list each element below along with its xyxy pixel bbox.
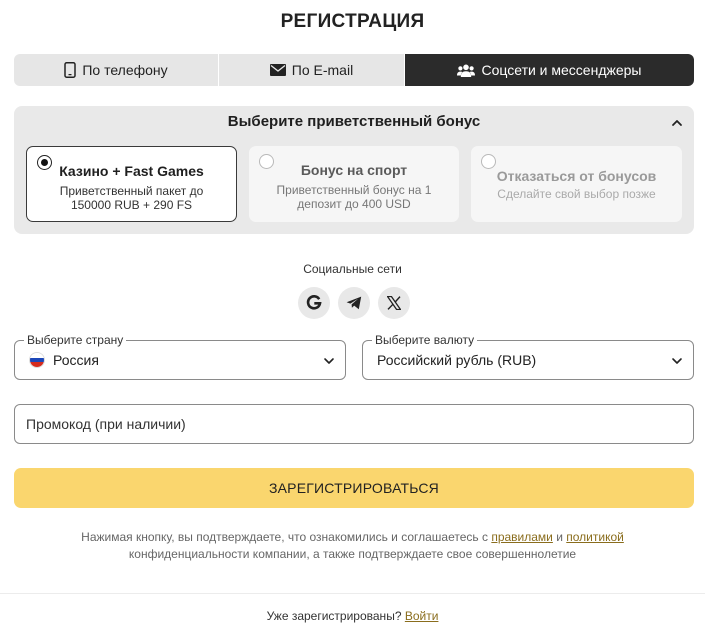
registration-method-tabs bbox=[14, 54, 694, 86]
country-value-wrap bbox=[29, 352, 99, 368]
x-icon bbox=[387, 296, 401, 310]
bonus-option-title: Отказаться от бонусов bbox=[496, 168, 657, 184]
tab-email[interactable] bbox=[218, 54, 404, 86]
divider bbox=[0, 593, 705, 594]
bonus-heading: Выберите приветственный бонус bbox=[227, 113, 481, 130]
login-prompt bbox=[0, 609, 705, 623]
page-title: РЕГИСТРАЦИЯ bbox=[280, 11, 425, 32]
chevron-down-icon bbox=[323, 355, 335, 367]
bonus-option-sport[interactable] bbox=[249, 146, 459, 222]
legal-text-after: конфиденциальности компании, а также подтверждаете свое совершеннолетие bbox=[128, 547, 577, 561]
legal-text-before: Нажимая кнопку, вы подтверждаете, что ознакомились и соглашаетесь с bbox=[81, 530, 492, 544]
bonus-option-subtitle: Приветственный пакет до 150000 RUB + 290 FS bbox=[59, 184, 204, 212]
bonus-option-subtitle: Сделайте свой выбор позже bbox=[497, 187, 656, 201]
legal-and: и bbox=[552, 530, 567, 544]
login-question: Уже зарегистрированы? bbox=[266, 609, 402, 623]
users-icon bbox=[457, 64, 475, 77]
bonus-option-title: Казино + Fast Games bbox=[59, 163, 204, 179]
google-icon bbox=[306, 295, 322, 311]
telegram-icon bbox=[346, 296, 362, 310]
legal-notice bbox=[60, 529, 645, 563]
russia-flag-icon bbox=[29, 352, 45, 368]
tab-phone-label: По телефону bbox=[82, 62, 168, 78]
phone-icon bbox=[64, 62, 76, 78]
currency-select[interactable] bbox=[362, 333, 694, 380]
bonus-option-decline[interactable] bbox=[471, 146, 682, 222]
register-button[interactable]: ЗАРЕГИСТРИРОВАТЬСЯ bbox=[14, 468, 694, 508]
social-networks-label: Социальные сети bbox=[303, 262, 402, 276]
tab-phone[interactable] bbox=[14, 54, 218, 86]
telegram-login-button[interactable] bbox=[338, 287, 370, 319]
login-link[interactable]: Войти bbox=[404, 609, 439, 623]
radio-unselected[interactable] bbox=[259, 154, 274, 169]
chevron-down-icon bbox=[671, 355, 683, 367]
x-login-button[interactable] bbox=[378, 287, 410, 319]
country-label: Выберите страну bbox=[24, 333, 126, 347]
google-login-button[interactable] bbox=[298, 287, 330, 319]
country-select[interactable] bbox=[14, 333, 346, 380]
bonus-option-title: Бонус на спорт bbox=[300, 162, 408, 178]
bonus-option-subtitle: Приветственный бонус на 1 депозит до 400 USD bbox=[276, 183, 432, 211]
tab-email-label: По E-mail bbox=[291, 62, 354, 78]
chevron-up-icon[interactable] bbox=[670, 116, 684, 130]
radio-unselected[interactable] bbox=[481, 154, 496, 169]
country-value: Россия bbox=[53, 352, 99, 368]
privacy-policy-link[interactable]: политикой bbox=[566, 530, 624, 544]
bonus-option-casino[interactable] bbox=[26, 146, 237, 222]
radio-selected[interactable] bbox=[37, 155, 52, 170]
tab-social-label: Соцсети и мессенджеры bbox=[481, 62, 642, 78]
welcome-bonus-panel bbox=[14, 106, 694, 234]
envelope-icon bbox=[270, 64, 286, 76]
promo-code-input[interactable] bbox=[14, 404, 694, 444]
currency-value: Российский рубль (RUB) bbox=[377, 352, 537, 368]
tab-social[interactable] bbox=[404, 54, 694, 86]
currency-label: Выберите валюту bbox=[372, 333, 477, 347]
rules-link[interactable]: правилами bbox=[491, 530, 553, 544]
